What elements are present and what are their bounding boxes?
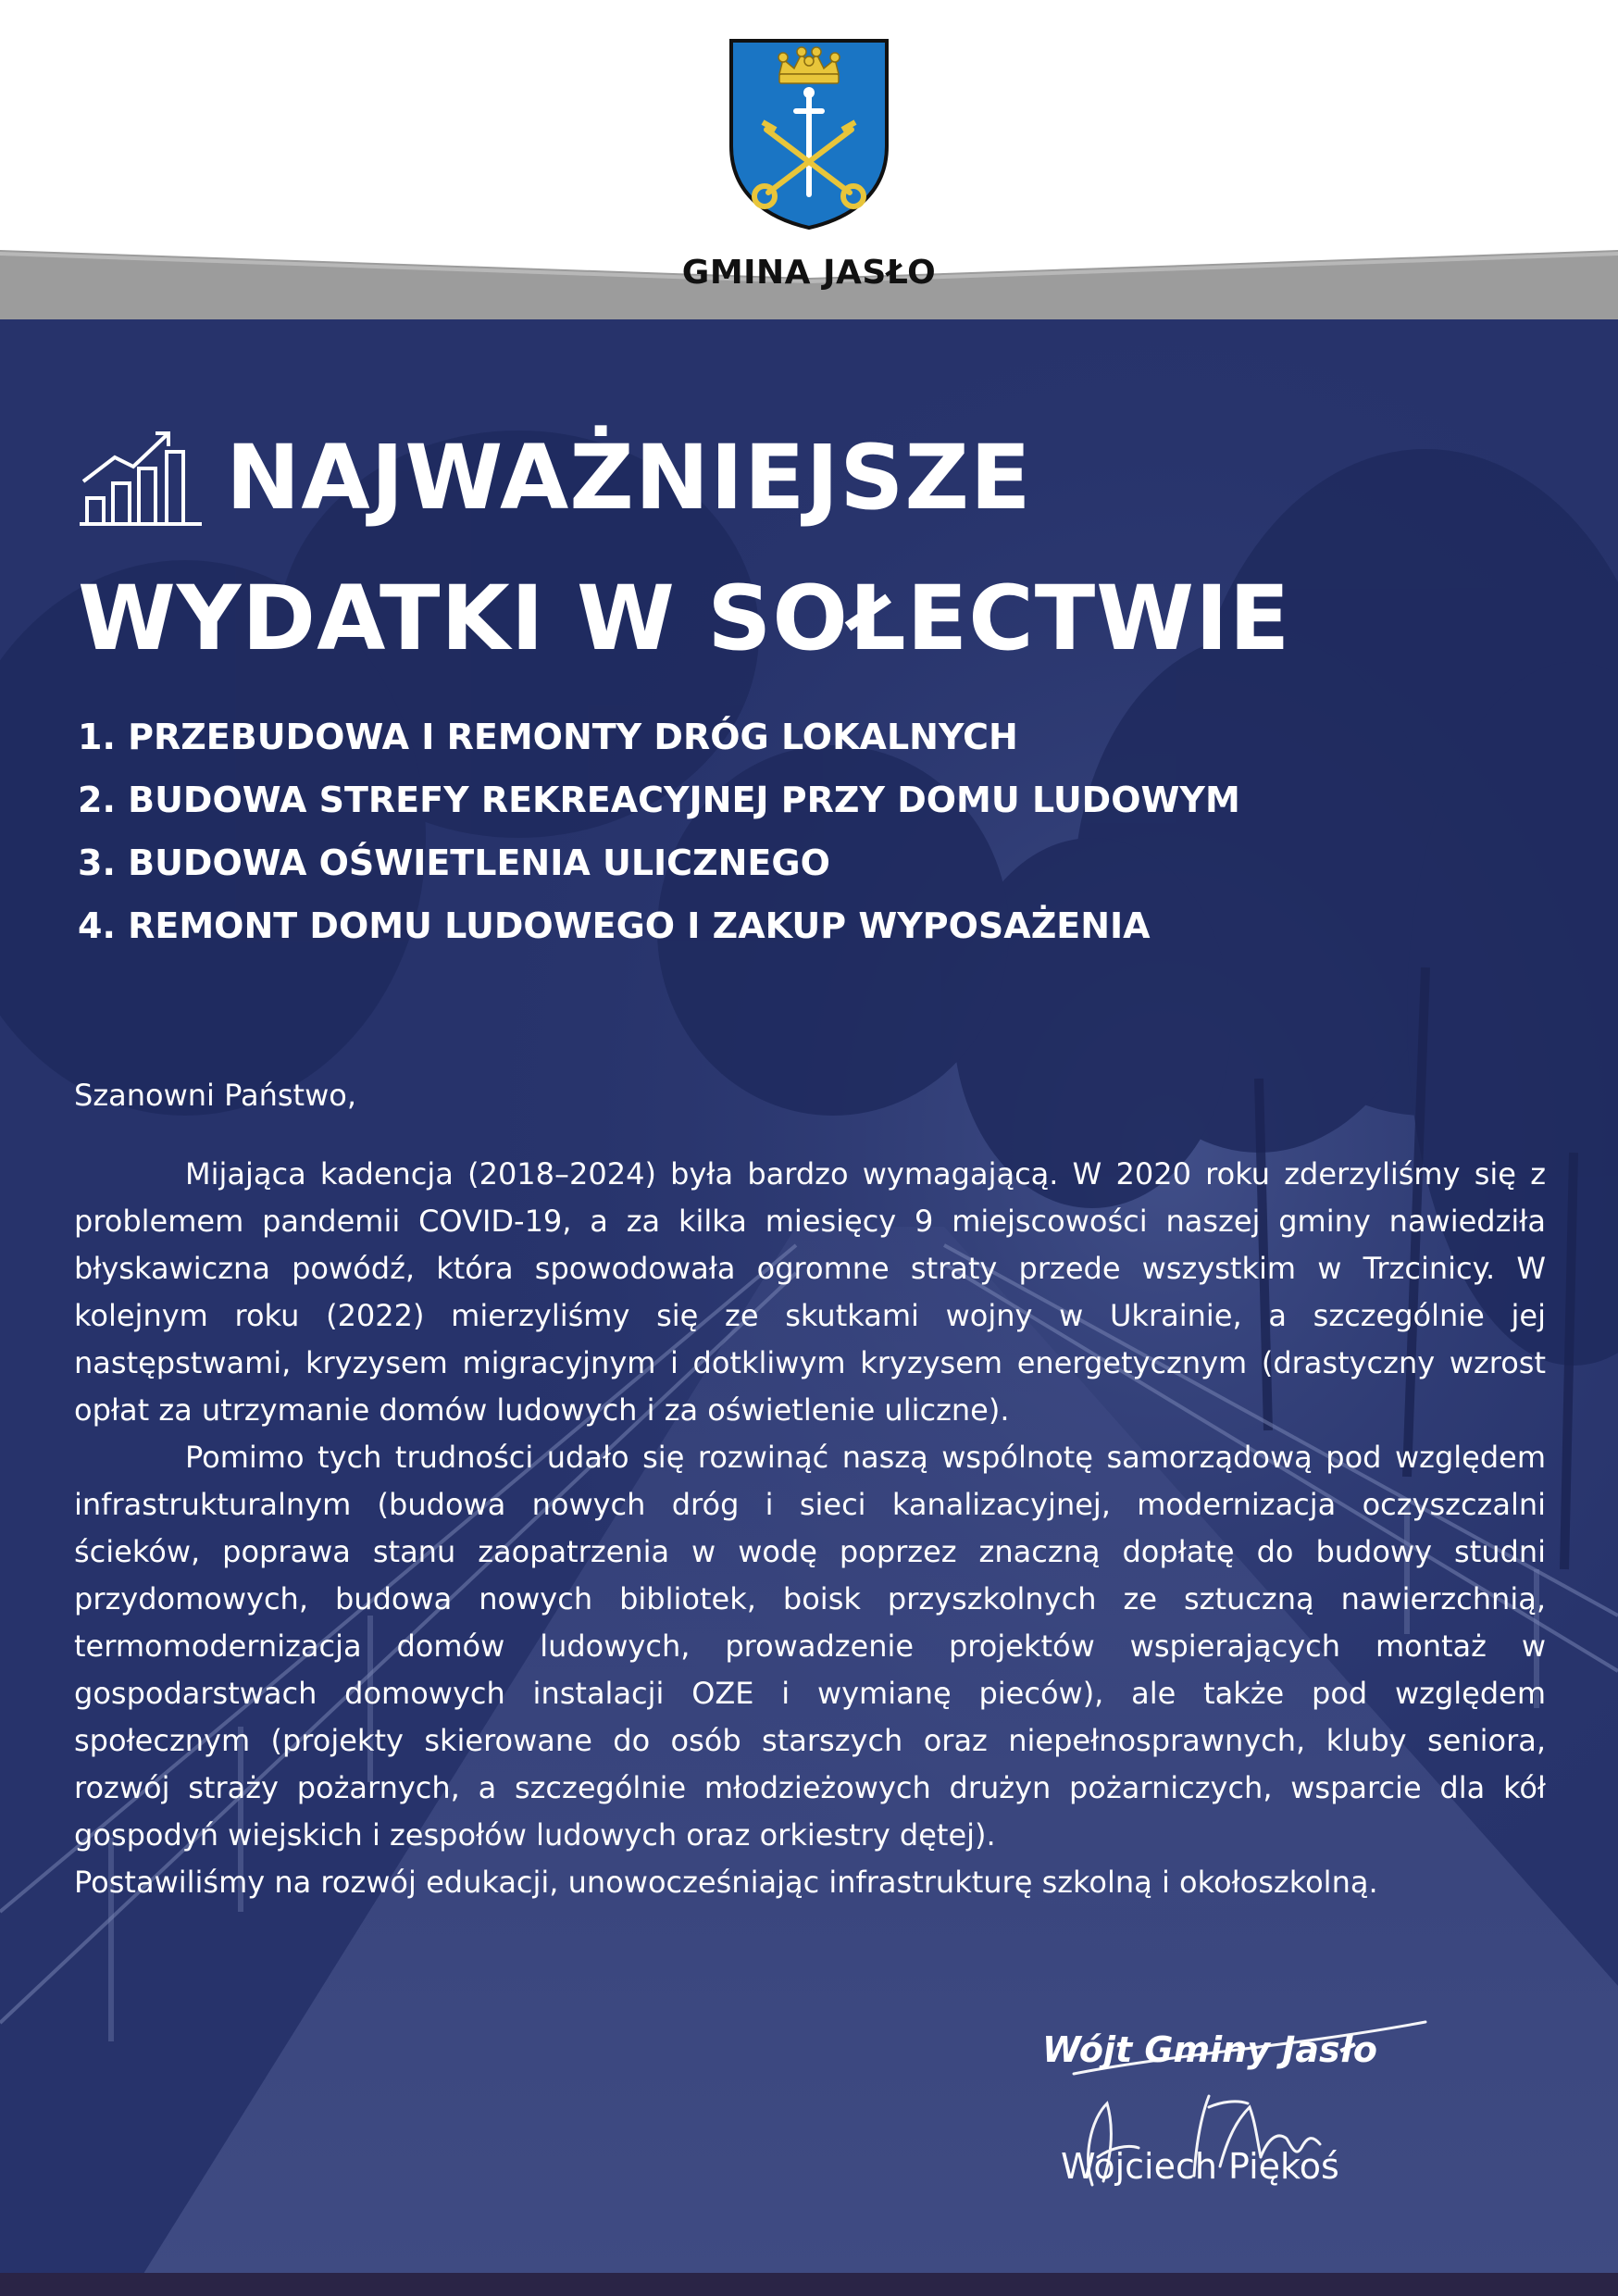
list-item: 1. PRZEBUDOWA I REMONTY DRÓG LOKALNYCH bbox=[78, 717, 1018, 757]
coat-of-arms-logo bbox=[728, 37, 890, 231]
list-item: 3. BUDOWA OŚWIETLENIA ULICZNEGO bbox=[78, 842, 830, 883]
letter-paragraph-2: Pomimo tych trudności udało się rozwinąć naszą wspólnotę samorządową pod względem infrastrukturalnym (budowa nowych dróg i sieci kanalizacyjnej, modernizacja oczyszczalni ścieków, poprawa stanu zaopatrzenia w wodę poprzez znaczną dopłatę do budowy studni przydomowych, budowa nowych bibliotek, boisk przyszkolnych ze sztuczną nawierzchnią, termomodernizacja domów ludowych, prowadzenie projektów wspierających montaż w gospodarstwach domowych instalacji OZE i wymianę pieców), ale także pod względem społecznym (projekty skierowane do osób starszych oraz niepełnosprawnych, kluby seniora, rozwój straży pożarnych, a szczególnie młodzieżowych drużyn pożarniczych, wsparcie dla kół gospodyń wiejskich i zespołów ludowych oraz orkiestry dętej). bbox=[74, 1440, 1546, 1853]
bottom-strip bbox=[0, 2273, 1618, 2296]
letter-greeting: Szanowni Państwo, bbox=[74, 1078, 356, 1113]
page-title-line-1: NAJWAŻNIEJSZE bbox=[226, 426, 1032, 530]
signature-title: Wójt Gminy Jasło bbox=[1042, 2029, 1377, 2070]
growth-chart-icon bbox=[78, 426, 204, 528]
list-item: 4. REMONT DOMU LUDOWEGO I ZAKUP WYPOSAŻENIA bbox=[78, 905, 1151, 946]
letter-paragraph-1: Mijająca kadencja (2018–2024) była bardzo wymagającą. W 2020 roku zderzyliśmy się z problemem pandemii COVID-19, a za kilka miesięcy 9 miejscowości naszej gminy nawiedziła błyskawiczna powódź, która spowodowała ogromne straty przede wszystkim w Trzcinicy. W kolejnym roku (2022) mierzyliśmy się ze skutkami wojny w Ukrainie, a szczególnie jej następstwami, kryzysem migracyjnym i dotkliwym kryzysem energetycznym (drastyczny wzrost opłat za utrzymanie domów ludowych i za oświetlenie uliczne). bbox=[74, 1156, 1546, 1428]
signature-block bbox=[1018, 2018, 1481, 2213]
page-title-line-2: WYDATKI W SOŁECTWIE bbox=[78, 567, 1291, 670]
header bbox=[0, 0, 1618, 319]
letter-body bbox=[74, 1072, 1546, 1906]
list-item: 2. BUDOWA STREFY REKREACYJNEJ PRZY DOMU LUDOWYM bbox=[78, 780, 1240, 820]
letter-paragraph-3: Postawiliśmy na rozwój edukacji, unowocześniając infrastrukturę szkolną i okołoszkolną. bbox=[74, 1865, 1378, 1900]
priorities-list bbox=[78, 705, 1240, 957]
signature-name: Wojciech Piękoś bbox=[1061, 2146, 1339, 2187]
municipality-name: GMINA JASŁO bbox=[681, 254, 937, 292]
